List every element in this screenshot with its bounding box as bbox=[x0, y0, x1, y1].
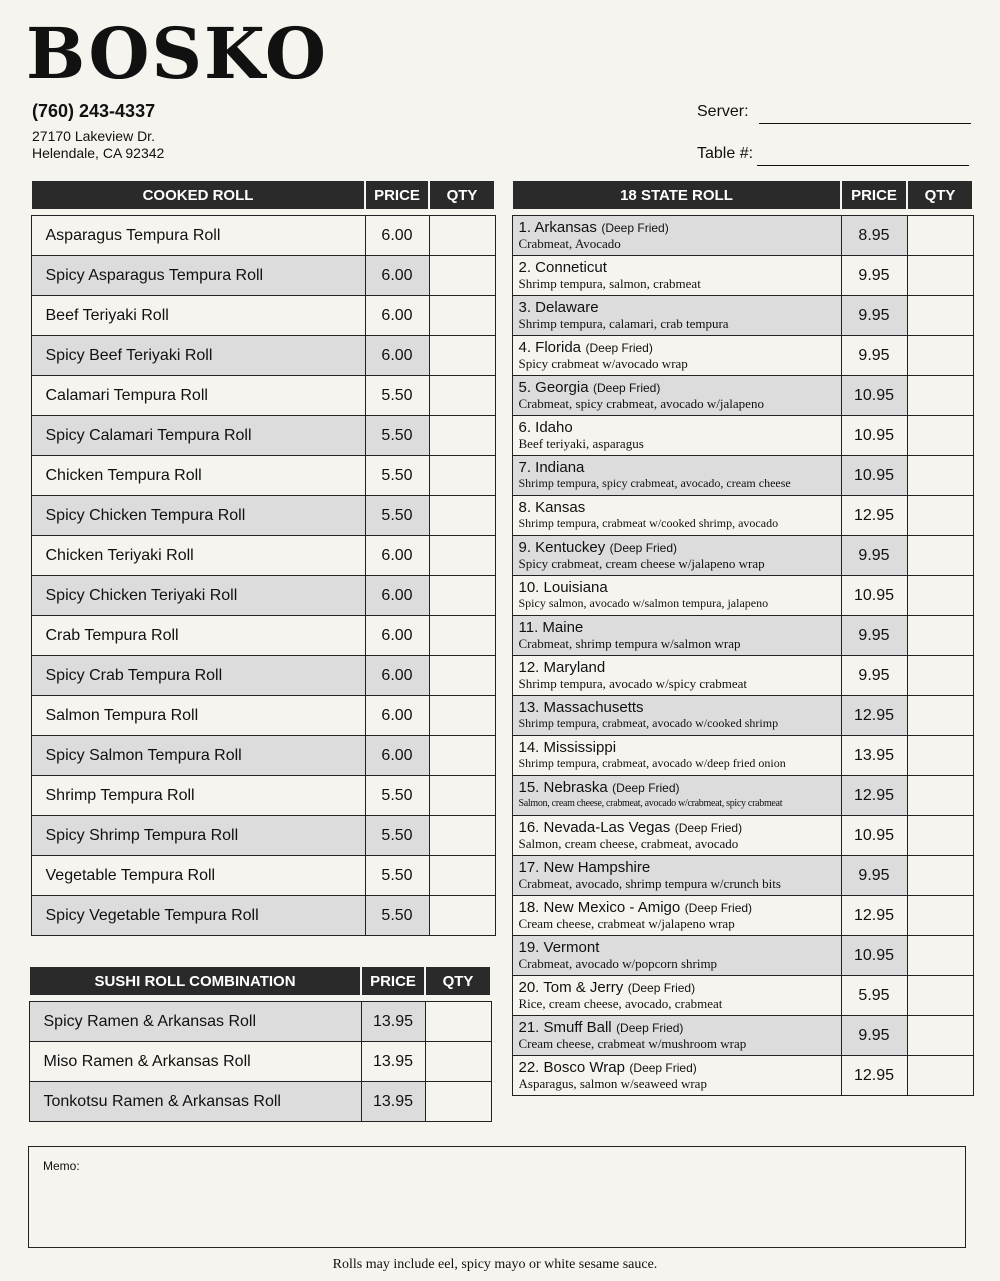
menu-row bbox=[512, 976, 973, 1016]
menu-row bbox=[512, 616, 973, 656]
item-description: Shrimp tempura, crabmeat w/cooked shrimp, avocado bbox=[518, 516, 779, 530]
item-price: 9.95 bbox=[841, 656, 907, 696]
menu-row bbox=[31, 456, 495, 496]
qty-cell[interactable] bbox=[907, 296, 973, 336]
qty-cell[interactable] bbox=[907, 216, 973, 256]
item-cell bbox=[512, 216, 841, 256]
qty-cell[interactable] bbox=[907, 1056, 973, 1096]
item-description: Crabmeat, spicy crabmeat, avocado w/jalapeno bbox=[518, 396, 764, 411]
menu-row bbox=[31, 416, 495, 456]
qty-cell[interactable] bbox=[429, 496, 495, 536]
item-price: 12.95 bbox=[841, 696, 907, 736]
menu-row bbox=[31, 216, 495, 256]
menu-row bbox=[512, 936, 973, 976]
qty-cell[interactable] bbox=[907, 976, 973, 1016]
item-cell bbox=[512, 936, 841, 976]
item-name: 1. Arkansas bbox=[518, 219, 597, 236]
qty-cell[interactable] bbox=[429, 896, 495, 936]
item-name: 6. Idaho bbox=[518, 419, 573, 436]
item-price: 5.50 bbox=[365, 416, 429, 456]
item-cell bbox=[512, 256, 841, 296]
item-description: Shrimp tempura, salmon, crabmeat bbox=[518, 276, 701, 291]
item-name: 20. Tom & Jerry bbox=[518, 979, 624, 996]
item-cell bbox=[512, 456, 841, 496]
item-cell bbox=[512, 376, 841, 416]
qty-header: QTY bbox=[425, 966, 491, 996]
item-name: 2. Conneticut bbox=[518, 259, 607, 276]
menu-row bbox=[29, 1082, 491, 1122]
item-description: Shrimp tempura, avocado w/spicy crabmeat bbox=[518, 676, 748, 691]
qty-cell[interactable] bbox=[907, 536, 973, 576]
menu-row bbox=[31, 656, 495, 696]
cooked-roll-table bbox=[30, 179, 496, 936]
item-price: 5.50 bbox=[365, 376, 429, 416]
item-price: 9.95 bbox=[841, 616, 907, 656]
item-name: Spicy Chicken Teriyaki Roll bbox=[31, 576, 365, 616]
item-note: (Deep Fried) bbox=[585, 341, 653, 355]
item-name: 16. Nevada-Las Vegas bbox=[518, 819, 671, 836]
menu-row bbox=[31, 336, 495, 376]
item-price: 13.95 bbox=[841, 736, 907, 776]
qty-cell[interactable] bbox=[429, 336, 495, 376]
item-cell bbox=[512, 1056, 841, 1096]
qty-cell[interactable] bbox=[907, 496, 973, 536]
address-line-2: Helendale, CA 92342 bbox=[32, 145, 165, 161]
price-header: PRICE bbox=[365, 180, 429, 210]
state-roll-table bbox=[511, 179, 974, 1096]
phone-number: (760) 243-4337 bbox=[32, 101, 156, 121]
item-name: 10. Louisiana bbox=[518, 579, 608, 596]
item-name: 14. Mississippi bbox=[518, 739, 617, 756]
menu-row bbox=[512, 456, 973, 496]
item-name: Asparagus Tempura Roll bbox=[31, 216, 365, 256]
item-name: Spicy Chicken Tempura Roll bbox=[31, 496, 365, 536]
menu-row bbox=[31, 856, 495, 896]
memo-label: Memo: bbox=[43, 1159, 80, 1173]
menu-row bbox=[512, 1016, 973, 1056]
menu-row bbox=[512, 416, 973, 456]
qty-cell[interactable] bbox=[907, 576, 973, 616]
item-name: Spicy Shrimp Tempura Roll bbox=[31, 816, 365, 856]
item-price: 13.95 bbox=[361, 1002, 425, 1042]
item-cell bbox=[512, 816, 841, 856]
menu-row bbox=[512, 216, 973, 256]
menu-row bbox=[512, 336, 973, 376]
item-note: (Deep Fried) bbox=[627, 981, 696, 995]
menu-row bbox=[512, 256, 973, 296]
qty-cell[interactable] bbox=[907, 776, 973, 816]
qty-cell[interactable] bbox=[425, 1042, 491, 1082]
item-price: 9.95 bbox=[841, 256, 907, 296]
qty-cell[interactable] bbox=[429, 376, 495, 416]
item-cell bbox=[512, 536, 841, 576]
menu-row bbox=[31, 816, 495, 856]
item-description: Beef teriyaki, asparagus bbox=[518, 436, 644, 451]
item-price: 10.95 bbox=[841, 456, 907, 496]
item-note: (Deep Fried) bbox=[684, 901, 753, 915]
menu-row bbox=[512, 856, 973, 896]
item-description: Salmon, cream cheese, crabmeat, avocado w/crabmeat, spicy crabmeat bbox=[518, 798, 783, 809]
qty-cell[interactable] bbox=[907, 896, 973, 936]
item-name: Chicken Tempura Roll bbox=[31, 456, 365, 496]
item-description: Rice, cream cheese, avocado, crabmeat bbox=[518, 996, 723, 1011]
item-name: Spicy Ramen & Arkansas Roll bbox=[29, 1002, 361, 1042]
qty-cell[interactable] bbox=[907, 656, 973, 696]
item-cell bbox=[512, 976, 841, 1016]
menu-row bbox=[31, 696, 495, 736]
item-price: 13.95 bbox=[361, 1082, 425, 1122]
item-price: 6.00 bbox=[365, 216, 429, 256]
item-description: Asparagus, salmon w/seaweed wrap bbox=[518, 1076, 707, 1091]
item-price: 5.50 bbox=[365, 816, 429, 856]
address bbox=[32, 128, 164, 162]
menu-row bbox=[31, 296, 495, 336]
item-description: Cream cheese, crabmeat w/mushroom wrap bbox=[518, 1036, 747, 1051]
menu-row bbox=[512, 376, 973, 416]
menu-row bbox=[29, 1002, 491, 1042]
item-description: Spicy crabmeat w/avocado wrap bbox=[518, 356, 688, 371]
qty-cell[interactable] bbox=[429, 296, 495, 336]
item-description: Shrimp tempura, crabmeat, avocado w/deep fried onion bbox=[518, 756, 786, 770]
qty-cell[interactable] bbox=[429, 256, 495, 296]
menu-row bbox=[31, 576, 495, 616]
menu-row bbox=[512, 896, 973, 936]
item-price: 10.95 bbox=[841, 936, 907, 976]
item-price: 10.95 bbox=[841, 816, 907, 856]
item-name: Shrimp Tempura Roll bbox=[31, 776, 365, 816]
item-cell bbox=[512, 1016, 841, 1056]
item-cell bbox=[512, 416, 841, 456]
qty-cell[interactable] bbox=[907, 616, 973, 656]
sushi-combination-table bbox=[28, 965, 492, 1122]
table-number-field[interactable] bbox=[697, 145, 753, 163]
footer-note: Rolls may include eel, spicy mayo or white sesame sauce. bbox=[332, 1257, 658, 1272]
item-price: 9.95 bbox=[841, 536, 907, 576]
item-name: 11. Maine bbox=[518, 619, 584, 636]
item-name: 8. Kansas bbox=[518, 499, 586, 516]
item-description: Salmon, cream cheese, crabmeat, avocado bbox=[518, 836, 739, 851]
menu-row bbox=[31, 536, 495, 576]
item-cell bbox=[512, 496, 841, 536]
item-description: Spicy salmon, avocado w/salmon tempura, jalapeno bbox=[518, 596, 769, 610]
qty-cell[interactable] bbox=[429, 656, 495, 696]
item-name: 9. Kentuckey bbox=[518, 539, 606, 556]
item-name: 17. New Hampshire bbox=[518, 859, 651, 876]
item-description: Cream cheese, crabmeat w/jalapeno wrap bbox=[518, 916, 735, 931]
menu-row bbox=[512, 656, 973, 696]
item-cell bbox=[512, 856, 841, 896]
item-note: (Deep Fried) bbox=[629, 1061, 697, 1075]
qty-cell[interactable] bbox=[907, 456, 973, 496]
qty-cell[interactable] bbox=[429, 696, 495, 736]
item-note: (Deep Fried) bbox=[593, 381, 661, 395]
item-name: Miso Ramen & Arkansas Roll bbox=[29, 1042, 361, 1082]
qty-cell[interactable] bbox=[907, 256, 973, 296]
item-price: 6.00 bbox=[365, 256, 429, 296]
item-price: 12.95 bbox=[841, 496, 907, 536]
qty-cell[interactable] bbox=[907, 856, 973, 896]
item-name: 7. Indiana bbox=[518, 459, 585, 476]
item-cell bbox=[512, 776, 841, 816]
item-cell bbox=[512, 336, 841, 376]
item-name: Tonkotsu Ramen & Arkansas Roll bbox=[29, 1082, 361, 1122]
item-price: 5.50 bbox=[365, 856, 429, 896]
menu-row bbox=[512, 776, 973, 816]
item-price: 10.95 bbox=[841, 376, 907, 416]
item-price: 12.95 bbox=[841, 1056, 907, 1096]
combination-header: SUSHI ROLL COMBINATION bbox=[29, 966, 361, 996]
item-name: Spicy Vegetable Tempura Roll bbox=[31, 896, 365, 936]
item-name: Spicy Calamari Tempura Roll bbox=[31, 416, 365, 456]
item-name: Crab Tempura Roll bbox=[31, 616, 365, 656]
qty-cell[interactable] bbox=[429, 776, 495, 816]
item-name: Spicy Crab Tempura Roll bbox=[31, 656, 365, 696]
item-price: 6.00 bbox=[365, 576, 429, 616]
item-name: 15. Nebraska bbox=[518, 779, 608, 796]
qty-cell[interactable] bbox=[907, 696, 973, 736]
menu-row bbox=[31, 896, 495, 936]
item-name: Beef Teriyaki Roll bbox=[31, 296, 365, 336]
menu-row bbox=[512, 576, 973, 616]
item-name: 21. Smuff Ball bbox=[518, 1019, 612, 1036]
menu-row bbox=[31, 736, 495, 776]
menu-row bbox=[31, 616, 495, 656]
item-name: Spicy Asparagus Tempura Roll bbox=[31, 256, 365, 296]
item-name: 22. Bosco Wrap bbox=[518, 1059, 625, 1076]
item-price: 5.50 bbox=[365, 896, 429, 936]
item-name: 5. Georgia bbox=[518, 379, 589, 396]
qty-cell[interactable] bbox=[429, 736, 495, 776]
qty-cell[interactable] bbox=[429, 536, 495, 576]
item-price: 5.50 bbox=[365, 456, 429, 496]
qty-cell[interactable] bbox=[907, 816, 973, 856]
address-line-1: 27170 Lakeview Dr. bbox=[32, 128, 155, 144]
item-cell bbox=[512, 576, 841, 616]
item-cell bbox=[512, 656, 841, 696]
item-note: (Deep Fried) bbox=[616, 1021, 684, 1035]
qty-cell[interactable] bbox=[907, 336, 973, 376]
menu-row bbox=[512, 736, 973, 776]
item-price: 5.50 bbox=[365, 496, 429, 536]
item-price: 6.00 bbox=[365, 336, 429, 376]
item-price: 8.95 bbox=[841, 216, 907, 256]
qty-cell[interactable] bbox=[425, 1082, 491, 1122]
menu-row bbox=[31, 256, 495, 296]
item-price: 6.00 bbox=[365, 656, 429, 696]
item-cell bbox=[512, 616, 841, 656]
item-price: 12.95 bbox=[841, 776, 907, 816]
item-price: 5.95 bbox=[841, 976, 907, 1016]
menu-row bbox=[512, 696, 973, 736]
qty-cell[interactable] bbox=[429, 616, 495, 656]
item-name: 4. Florida bbox=[518, 339, 582, 356]
qty-cell[interactable] bbox=[429, 856, 495, 896]
item-cell bbox=[512, 896, 841, 936]
menu-row bbox=[31, 496, 495, 536]
item-note: (Deep Fried) bbox=[609, 541, 678, 555]
menu-row bbox=[512, 496, 973, 536]
item-cell bbox=[512, 736, 841, 776]
item-price: 9.95 bbox=[841, 1016, 907, 1056]
menu-row bbox=[31, 376, 495, 416]
item-price: 12.95 bbox=[841, 896, 907, 936]
qty-cell[interactable] bbox=[907, 1016, 973, 1056]
qty-cell[interactable] bbox=[429, 816, 495, 856]
brand-logo: BOSKO bbox=[26, 12, 328, 95]
qty-cell[interactable] bbox=[429, 216, 495, 256]
item-cell bbox=[512, 296, 841, 336]
item-description: Shrimp tempura, calamari, crab tempura bbox=[518, 316, 729, 331]
item-note: (Deep Fried) bbox=[612, 781, 680, 795]
server-line bbox=[759, 123, 971, 124]
item-price: 9.95 bbox=[841, 296, 907, 336]
item-note: (Deep Fried) bbox=[601, 221, 669, 235]
item-price: 6.00 bbox=[365, 696, 429, 736]
server-field[interactable] bbox=[697, 103, 749, 121]
item-name: Salmon Tempura Roll bbox=[31, 696, 365, 736]
item-description: Shrimp tempura, crabmeat, avocado w/cooked shrimp bbox=[518, 716, 779, 730]
item-description: Crabmeat, Avocado bbox=[518, 236, 621, 251]
qty-cell[interactable] bbox=[907, 376, 973, 416]
item-description: Spicy crabmeat, cream cheese w/jalapeno wrap bbox=[518, 556, 765, 571]
qty-cell[interactable] bbox=[429, 416, 495, 456]
cooked-roll-header: COOKED ROLL bbox=[31, 180, 365, 210]
item-name: Spicy Salmon Tempura Roll bbox=[31, 736, 365, 776]
item-name: Chicken Teriyaki Roll bbox=[31, 536, 365, 576]
item-price: 9.95 bbox=[841, 336, 907, 376]
memo-box[interactable] bbox=[28, 1146, 966, 1248]
qty-cell[interactable] bbox=[429, 456, 495, 496]
item-name: 13. Massachusetts bbox=[518, 699, 644, 716]
item-name: 18. New Mexico - Amigo bbox=[518, 899, 681, 916]
qty-cell[interactable] bbox=[907, 416, 973, 456]
item-price: 6.00 bbox=[365, 296, 429, 336]
qty-header: QTY bbox=[907, 180, 973, 210]
menu-row bbox=[29, 1042, 491, 1082]
qty-cell[interactable] bbox=[429, 576, 495, 616]
item-name: Spicy Beef Teriyaki Roll bbox=[31, 336, 365, 376]
item-description: Crabmeat, avocado, shrimp tempura w/crunch bits bbox=[518, 876, 781, 891]
menu-row bbox=[512, 536, 973, 576]
item-cell bbox=[512, 696, 841, 736]
price-header: PRICE bbox=[841, 180, 907, 210]
item-name: 12. Maryland bbox=[518, 659, 606, 676]
menu-row bbox=[31, 776, 495, 816]
item-price: 13.95 bbox=[361, 1042, 425, 1082]
item-name: Calamari Tempura Roll bbox=[31, 376, 365, 416]
item-price: 5.50 bbox=[365, 776, 429, 816]
item-name: 19. Vermont bbox=[518, 939, 600, 956]
server-label: Server: bbox=[697, 103, 749, 120]
table-line bbox=[757, 165, 969, 166]
menu-row bbox=[512, 296, 973, 336]
qty-cell[interactable] bbox=[907, 736, 973, 776]
state-roll-header: 18 STATE ROLL bbox=[512, 180, 841, 210]
item-price: 10.95 bbox=[841, 576, 907, 616]
item-note: (Deep Fried) bbox=[674, 821, 743, 835]
item-description: Crabmeat, avocado w/popcorn shrimp bbox=[518, 956, 718, 971]
item-price: 6.00 bbox=[365, 536, 429, 576]
item-name: 3. Delaware bbox=[518, 299, 599, 316]
item-price: 6.00 bbox=[365, 616, 429, 656]
qty-cell[interactable] bbox=[907, 936, 973, 976]
price-header: PRICE bbox=[361, 966, 425, 996]
menu-row bbox=[512, 816, 973, 856]
qty-cell[interactable] bbox=[425, 1002, 491, 1042]
item-price: 10.95 bbox=[841, 416, 907, 456]
item-price: 9.95 bbox=[841, 856, 907, 896]
item-price: 6.00 bbox=[365, 736, 429, 776]
table-label: Table #: bbox=[697, 145, 754, 162]
item-description: Crabmeat, shrimp tempura w/salmon wrap bbox=[518, 636, 741, 651]
item-description: Shrimp tempura, spicy crabmeat, avocado, cream cheese bbox=[518, 476, 791, 490]
item-name: Vegetable Tempura Roll bbox=[31, 856, 365, 896]
qty-header: QTY bbox=[429, 180, 495, 210]
menu-row bbox=[512, 1056, 973, 1096]
